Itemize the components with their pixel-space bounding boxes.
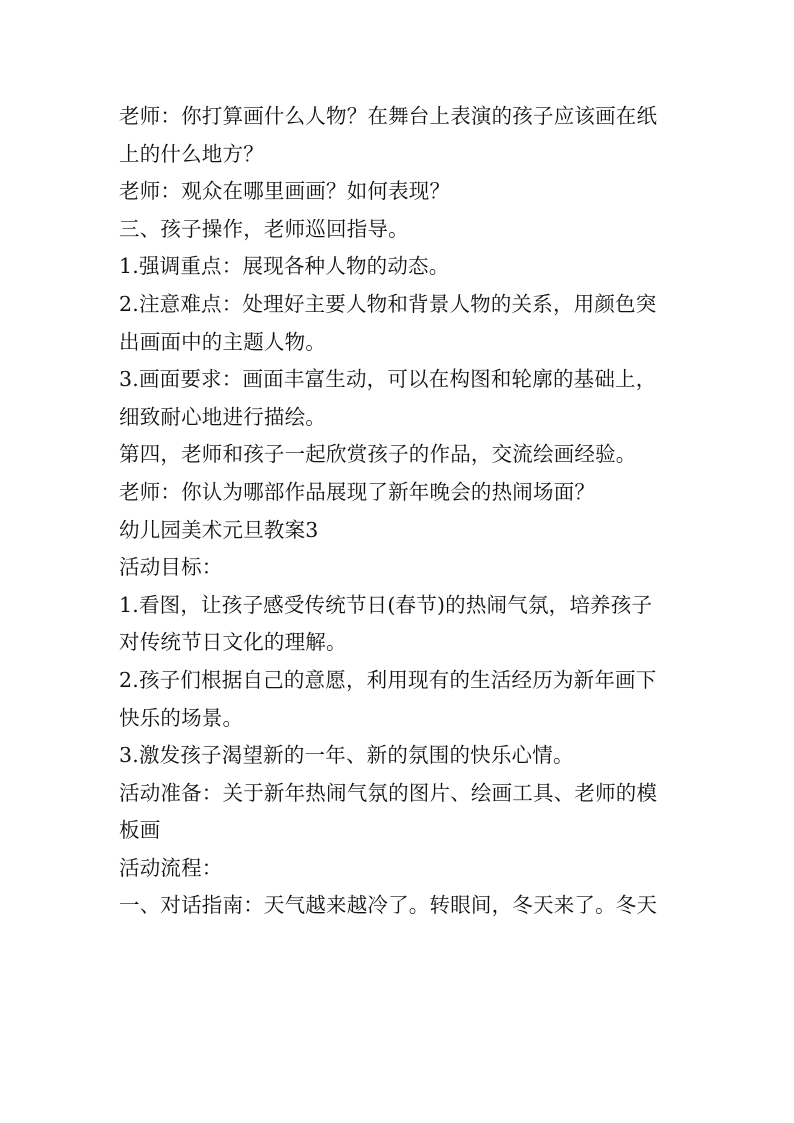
text-line: 活动流程： — [119, 855, 223, 880]
section-title: 幼儿园美术元旦教案3 — [119, 517, 319, 542]
text-line: 老师：你打算画什么人物？在舞台上表演的孩子应该画在纸 — [119, 104, 658, 128]
text-line: 活动目标： — [119, 555, 223, 580]
text-line: 出画面中的主题人物。 — [119, 329, 326, 354]
text-line: 快乐的场景。 — [119, 705, 244, 730]
text-line: 三、孩子操作，老师巡回指导。 — [119, 216, 409, 241]
text-line: 2.注意难点：处理好主要人物和背景人物的关系，用颜色突 — [119, 291, 657, 316]
text-line: 对传统节日文化的理解。 — [119, 630, 347, 655]
text-line: 老师：你认为哪部作品展现了新年晚会的热闹场面？ — [119, 479, 596, 504]
text-line: 3.画面要求：画面丰富生动，可以在构图和轮廓的基础上， — [119, 367, 657, 392]
text-line: 1.看图，让孩子感受传统节日(春节)的热闹气氛，培养孩子 — [119, 592, 653, 617]
text-line: 1.强调重点：展现各种人物的动态。 — [119, 254, 450, 279]
text-line: 第四，老师和孩子一起欣赏孩子的作品，交流绘画经验。 — [119, 442, 637, 467]
text-line: 活动准备：关于新年热闹气氛的图片、绘画工具、老师的模 — [119, 780, 658, 805]
text-line: 板画 — [119, 818, 161, 843]
text-line: 细致耐心地进行描绘。 — [119, 404, 326, 429]
text-line: 一、对话指南：天气越来越冷了。转眼间，冬天来了。冬天 — [119, 893, 658, 918]
text-line: 老师：观众在哪里画画？如何表现？ — [119, 179, 451, 204]
text-line: 2.孩子们根据自己的意愿，利用现有的生活经历为新年画下 — [119, 667, 657, 692]
document-body — [119, 98, 689, 925]
text-line: 上的什么地方？ — [119, 141, 264, 166]
text-line: 3.激发孩子渴望新的一年、新的氛围的快乐心情。 — [119, 743, 574, 768]
